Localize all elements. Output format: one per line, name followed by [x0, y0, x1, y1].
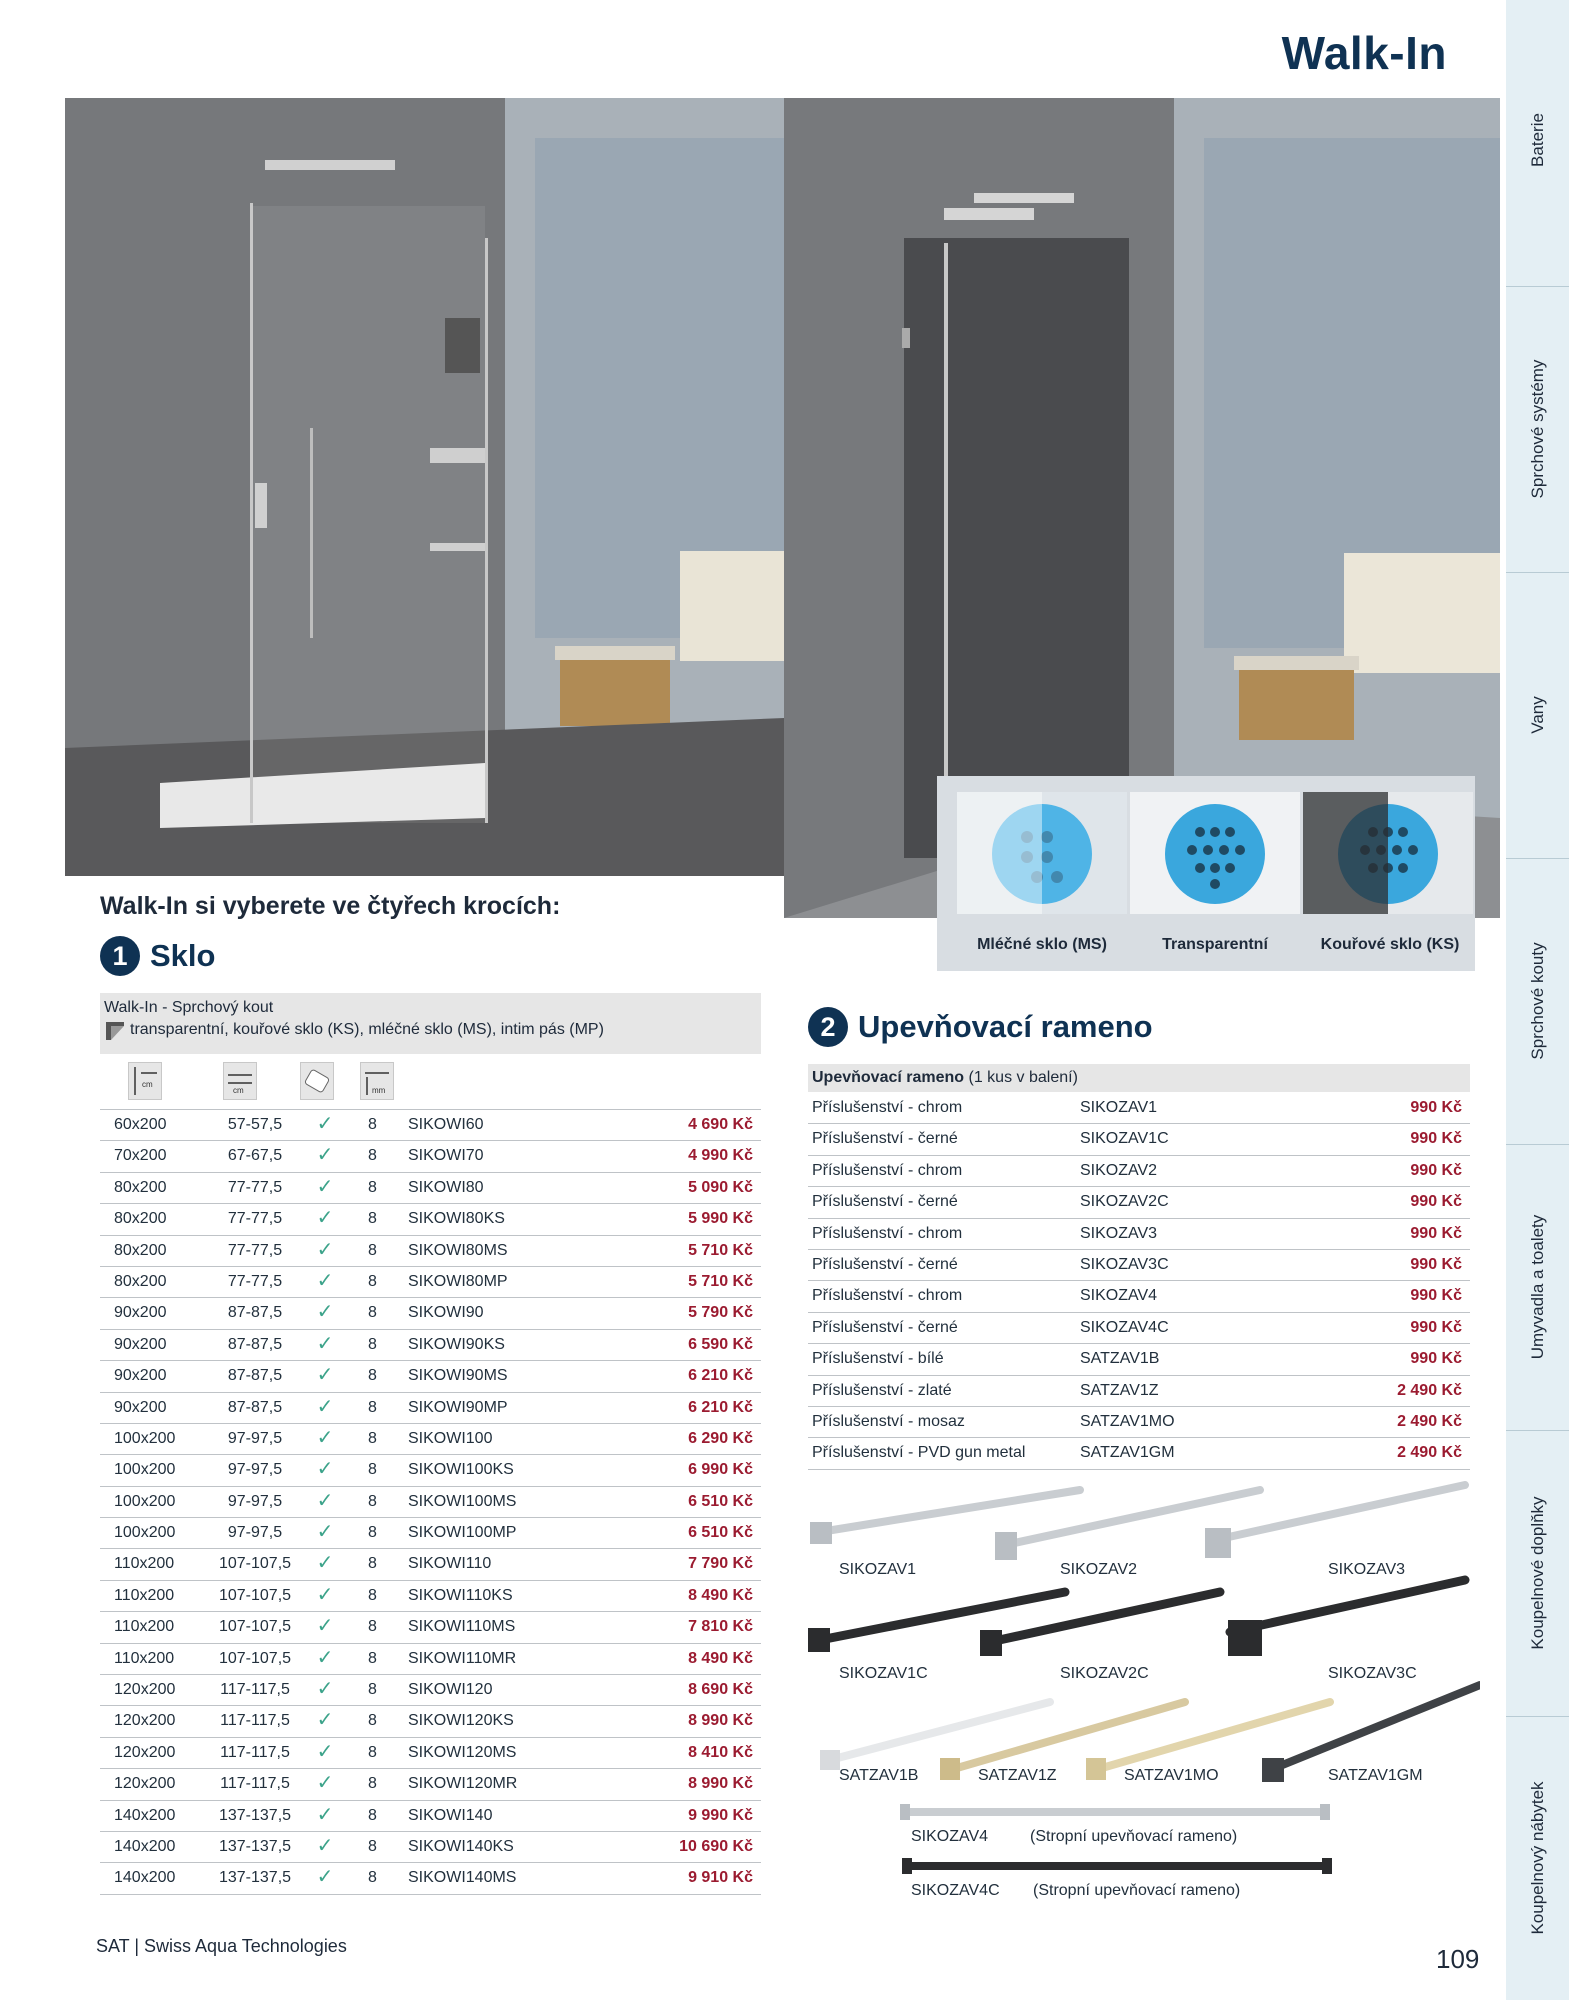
name-cell: Příslušenství - chrom — [812, 1224, 963, 1242]
table-row — [100, 1706, 761, 1737]
table-row — [100, 1487, 761, 1518]
step1-number: 1 — [100, 936, 140, 976]
thickness-cell: 8 — [368, 1586, 377, 1604]
thickness-cell: 8 — [368, 1241, 377, 1259]
range-cell: 137-137,5 — [218, 1806, 292, 1824]
table-row — [100, 1518, 761, 1549]
range-cell: 97-97,5 — [227, 1492, 283, 1510]
thickness-cell: 8 — [368, 1492, 377, 1510]
size-cell: 90x200 — [114, 1398, 167, 1416]
tab-label: Baterie — [1527, 113, 1547, 167]
name-cell: Příslušenství - bílé — [812, 1350, 944, 1368]
table-row — [100, 1863, 761, 1894]
range-cell: 87-87,5 — [227, 1367, 283, 1385]
table-row — [100, 1612, 761, 1643]
size-cell: 100x200 — [114, 1461, 176, 1479]
accessory-label: SATZAV1Z — [978, 1767, 1057, 1784]
code-cell: SIKOWI110MR — [408, 1649, 517, 1667]
thickness-cell: 8 — [368, 1367, 377, 1385]
table-row — [808, 1281, 1470, 1312]
tab-sprchove-kouty[interactable] — [1506, 858, 1569, 1145]
price-cell: 8 410 Kč — [688, 1743, 753, 1761]
code-cell: SIKOWI110MS — [408, 1618, 516, 1636]
check-icon: ✓ — [316, 1834, 334, 1857]
accessory-label: SIKOZAV2C — [1060, 1665, 1149, 1682]
thickness-cell: 8 — [368, 1775, 377, 1793]
price-cell: 2 490 Kč — [1397, 1412, 1462, 1430]
check-icon: ✓ — [316, 1301, 334, 1324]
table-row — [100, 1141, 761, 1172]
code-cell: SIKOWI80MP — [408, 1272, 508, 1290]
check-icon: ✓ — [316, 1238, 334, 1261]
intro-heading: Walk-In si vyberete ve čtyřech krocích: — [100, 892, 561, 920]
code-cell: SIKOZAV4C — [1080, 1318, 1169, 1336]
thickness-cell: 8 — [368, 1524, 377, 1542]
check-icon: ✓ — [316, 1395, 334, 1418]
check-icon: ✓ — [316, 1521, 334, 1544]
glass-coating-icon — [300, 1062, 334, 1100]
arm-sikozav3c-image — [1228, 1580, 1465, 1656]
glass-sample-label-smoked: Kouřové sklo (KS) — [1320, 936, 1460, 953]
range-cell: 107-107,5 — [218, 1586, 292, 1604]
check-icon: ✓ — [316, 1489, 334, 1512]
range-cell: 117-117,5 — [220, 1743, 290, 1761]
code-cell: SIKOWI110 — [408, 1555, 492, 1573]
table-row — [808, 1156, 1470, 1187]
size-cell: 80x200 — [114, 1272, 167, 1290]
glass-table-header — [100, 993, 761, 1054]
size-cell: 120x200 — [114, 1712, 176, 1730]
size-cell: 80x200 — [114, 1241, 167, 1259]
table-row — [100, 1675, 761, 1706]
table-row — [808, 1376, 1470, 1407]
code-cell: SATZAV1Z — [1080, 1381, 1159, 1399]
thickness-cell: 8 — [368, 1304, 377, 1322]
check-icon: ✓ — [316, 1709, 334, 1732]
code-cell: SIKOWI80 — [408, 1178, 484, 1196]
page-number: 109 — [1436, 1944, 1480, 1974]
price-cell: 8 490 Kč — [688, 1649, 753, 1667]
price-cell: 8 990 Kč — [688, 1712, 753, 1730]
code-cell: SIKOWI120 — [408, 1681, 493, 1699]
range-cell: 77-77,5 — [227, 1178, 283, 1196]
arm-sikozav1c-image — [808, 1592, 1065, 1652]
code-cell: SIKOZAV1 — [1080, 1099, 1158, 1116]
range-cell: 77-77,5 — [227, 1210, 283, 1228]
table-row — [808, 1219, 1470, 1250]
table-row — [100, 1549, 761, 1580]
code-cell: SIKOWI70 — [408, 1147, 484, 1165]
code-cell: SIKOZAV2 — [1080, 1161, 1158, 1179]
check-icon: ✓ — [316, 1207, 334, 1230]
tab-koupelnovy-nabytek[interactable] — [1506, 1716, 1569, 2000]
range-cell: 77-77,5 — [227, 1272, 283, 1290]
height-cm-icon — [128, 1062, 162, 1100]
tab-vany[interactable] — [1506, 572, 1569, 859]
arm-sikozav4-image — [900, 1804, 1330, 1820]
price-cell: 7 810 Kč — [688, 1618, 753, 1636]
table-row — [100, 1738, 761, 1769]
price-cell: 5 710 Kč — [688, 1272, 753, 1290]
name-cell: Příslušenství - černé — [812, 1130, 958, 1148]
table-row — [100, 1581, 761, 1612]
price-cell: 990 Kč — [1410, 1224, 1462, 1242]
tab-label: Sprchové kouty — [1527, 942, 1547, 1060]
price-cell: 990 Kč — [1410, 1130, 1462, 1148]
price-cell: 7 790 Kč — [688, 1555, 753, 1573]
name-cell: Příslušenství - černé — [812, 1255, 958, 1273]
range-cell: 77-77,5 — [227, 1241, 283, 1259]
shower-photo-left — [65, 98, 784, 876]
step2-title: Upevňovací rameno — [858, 1009, 1153, 1044]
tab-label: Koupelnové doplňky — [1527, 1496, 1547, 1650]
glass-sample-label-milky: Mléčné sklo (MS) — [977, 936, 1107, 953]
range-cell: 137-137,5 — [218, 1869, 292, 1887]
unit-label: cm — [233, 1086, 244, 1095]
size-cell: 90x200 — [114, 1304, 167, 1322]
code-cell: SIKOZAV3C — [1080, 1255, 1169, 1273]
table-row — [100, 1298, 761, 1329]
code-cell: SATZAV1MO — [1080, 1412, 1175, 1430]
tab-label: Vany — [1527, 696, 1547, 734]
price-cell: 8 490 Kč — [688, 1586, 753, 1604]
table-row — [100, 1204, 761, 1235]
size-cell: 80x200 — [114, 1210, 167, 1228]
thickness-cell: 8 — [368, 1429, 377, 1447]
range-cell: 87-87,5 — [227, 1304, 283, 1322]
check-icon: ✓ — [316, 1426, 334, 1449]
check-icon: ✓ — [316, 1332, 334, 1355]
code-cell: SIKOWI80KS — [408, 1210, 505, 1228]
range-cell: 97-97,5 — [227, 1429, 283, 1447]
code-cell: SIKOWI140MS — [408, 1869, 517, 1887]
price-cell: 5 710 Kč — [688, 1241, 753, 1259]
tab-label: Koupelnový nábytek — [1527, 1781, 1547, 1935]
size-cell: 120x200 — [114, 1681, 176, 1699]
table-row — [808, 1124, 1470, 1155]
code-cell: SIKOWI90MP — [408, 1398, 508, 1416]
code-cell: SATZAV1B — [1080, 1350, 1160, 1368]
size-cell: 60x200 — [114, 1116, 167, 1133]
smoked-glass-sample — [1303, 792, 1473, 914]
tab-baterie[interactable] — [1506, 0, 1569, 287]
thickness-cell: 8 — [368, 1147, 377, 1165]
code-cell: SIKOWI60 — [408, 1116, 484, 1133]
table-row — [100, 1801, 761, 1832]
table-row — [100, 1173, 761, 1204]
name-cell: Příslušenství - chrom — [812, 1161, 963, 1179]
price-cell: 6 510 Kč — [688, 1524, 753, 1542]
glass-table-column-icons — [100, 1062, 761, 1108]
arm-table-title: Upevňovací rameno — [812, 1069, 965, 1086]
glass-sample-label-transparent: Transparentní — [1162, 936, 1268, 953]
check-icon: ✓ — [316, 1615, 334, 1638]
range-cell: 117-117,5 — [220, 1681, 290, 1699]
step1-title: Sklo — [150, 938, 216, 973]
table-row — [100, 1361, 761, 1392]
glass-table-title: Walk-In - Sprchový kout — [104, 999, 274, 1016]
size-cell: 140x200 — [114, 1837, 176, 1855]
thickness-cell: 8 — [368, 1116, 377, 1133]
accessory-label: SATZAV1B — [839, 1767, 919, 1784]
thickness-cell: 8 — [368, 1681, 377, 1699]
range-cell: 87-87,5 — [227, 1398, 283, 1416]
thickness-cell: 8 — [368, 1618, 377, 1636]
price-cell: 9 910 Kč — [688, 1869, 753, 1887]
check-icon: ✓ — [316, 1740, 334, 1763]
code-cell: SIKOZAV3 — [1080, 1224, 1158, 1242]
tab-sprchove-systemy[interactable] — [1506, 286, 1569, 573]
price-cell: 5 990 Kč — [688, 1210, 753, 1228]
name-cell: Příslušenství - černé — [812, 1318, 958, 1336]
tab-umyvadla-a-toalety[interactable] — [1506, 1144, 1569, 1431]
thickness-cell: 8 — [368, 1649, 377, 1667]
code-cell: SIKOWI140KS — [408, 1837, 514, 1855]
glass-samples-panel — [937, 776, 1475, 971]
price-cell: 5 790 Kč — [688, 1304, 753, 1322]
price-cell: 990 Kč — [1410, 1193, 1462, 1211]
range-cell: 117-117,5 — [220, 1775, 290, 1793]
tab-label: Sprchové systémy — [1527, 359, 1547, 499]
milky-glass-sample — [957, 792, 1127, 914]
tab-label: Umyvadla a toalety — [1527, 1214, 1547, 1360]
thickness-cell: 8 — [368, 1555, 377, 1573]
range-cell: 97-97,5 — [227, 1524, 283, 1542]
table-row — [808, 1407, 1470, 1438]
arm-table-note: (1 kus v balení) — [964, 1069, 1078, 1086]
range-cell: 107-107,5 — [218, 1555, 292, 1573]
check-icon: ✓ — [316, 1772, 334, 1795]
table-row — [100, 1644, 761, 1675]
price-cell: 8 690 Kč — [688, 1681, 753, 1699]
accessory-label: SIKOZAV1 — [839, 1561, 917, 1578]
accessory-label: SATZAV1MO — [1124, 1767, 1219, 1784]
code-cell: SATZAV1GM — [1080, 1444, 1175, 1462]
transparent-glass-sample — [1130, 792, 1300, 914]
thickness-cell: 8 — [368, 1272, 377, 1290]
price-cell: 5 090 Kč — [688, 1178, 753, 1196]
width-cm-icon — [223, 1062, 257, 1100]
price-cell: 2 490 Kč — [1397, 1381, 1462, 1399]
thickness-cell: 8 — [368, 1806, 377, 1824]
code-cell: SIKOWI100 — [408, 1429, 493, 1447]
name-cell: Příslušenství - chrom — [812, 1099, 963, 1116]
thickness-cell: 8 — [368, 1461, 377, 1479]
unit-label: cm — [142, 1080, 153, 1089]
code-cell: SIKOWI100MP — [408, 1524, 517, 1542]
check-icon: ✓ — [316, 1678, 334, 1701]
accessory-label: SATZAV1GM — [1328, 1767, 1423, 1784]
table-row — [100, 1236, 761, 1267]
page-title: Walk-In — [1281, 27, 1447, 79]
thickness-cell: 8 — [368, 1210, 377, 1228]
table-row — [100, 1424, 761, 1455]
size-cell: 80x200 — [114, 1178, 167, 1196]
price-cell: 4 990 Kč — [688, 1147, 753, 1165]
price-cell: 2 490 Kč — [1397, 1444, 1462, 1462]
price-cell: 8 990 Kč — [688, 1775, 753, 1793]
size-cell: 110x200 — [114, 1555, 175, 1573]
code-cell: SIKOWI90 — [408, 1304, 484, 1322]
name-cell: Příslušenství - chrom — [812, 1287, 963, 1305]
price-cell: 6 210 Kč — [688, 1398, 753, 1416]
code-cell: SIKOWI80MS — [408, 1241, 508, 1259]
check-icon: ✓ — [316, 1552, 334, 1575]
size-cell: 90x200 — [114, 1367, 167, 1385]
step2-heading — [808, 1007, 1153, 1047]
thickness-cell: 8 — [368, 1335, 377, 1353]
table-row — [100, 1832, 761, 1863]
table-row — [100, 1393, 761, 1424]
table-row — [808, 1093, 1470, 1124]
price-cell: 6 510 Kč — [688, 1492, 753, 1510]
size-cell: 100x200 — [114, 1524, 176, 1542]
check-icon: ✓ — [316, 1803, 334, 1826]
name-cell: Příslušenství - PVD gun metal — [812, 1444, 1026, 1462]
table-row — [808, 1313, 1470, 1344]
code-cell: SIKOWI110KS — [408, 1586, 513, 1604]
code-cell: SIKOWI100KS — [408, 1461, 514, 1479]
code-cell: SIKOWI120MR — [408, 1775, 518, 1793]
price-cell: 990 Kč — [1410, 1161, 1462, 1179]
check-icon: ✓ — [316, 1866, 334, 1889]
check-icon: ✓ — [316, 1113, 334, 1135]
thickness-cell: 8 — [368, 1712, 377, 1730]
table-row — [808, 1438, 1470, 1469]
thickness-cell: 8 — [368, 1743, 377, 1761]
range-cell: 107-107,5 — [218, 1618, 292, 1636]
size-cell: 90x200 — [114, 1335, 167, 1353]
thickness-mm-icon — [360, 1062, 394, 1100]
thickness-cell: 8 — [368, 1869, 377, 1887]
check-icon: ✓ — [316, 1364, 334, 1387]
size-cell: 110x200 — [114, 1649, 175, 1667]
code-cell: SIKOWI120KS — [408, 1712, 514, 1730]
category-sidebar — [1506, 0, 1569, 2000]
code-cell: SIKOWI90KS — [408, 1335, 505, 1353]
step1-heading — [100, 936, 215, 976]
range-cell: 107-107,5 — [218, 1649, 292, 1667]
accessory-label: SIKOZAV2 — [1060, 1561, 1138, 1578]
unit-label: mm — [372, 1086, 386, 1095]
table-row — [100, 1109, 761, 1141]
range-cell: 87-87,5 — [227, 1335, 283, 1353]
price-cell: 4 690 Kč — [688, 1116, 753, 1133]
accessory-label: SIKOZAV1C — [839, 1665, 928, 1682]
range-cell: 117-117,5 — [220, 1712, 290, 1730]
range-cell: 137-137,5 — [218, 1837, 292, 1855]
price-cell: 6 210 Kč — [688, 1367, 753, 1385]
table-row — [808, 1344, 1470, 1375]
footer-brand: SAT | Swiss Aqua Technologies — [96, 1936, 347, 1956]
name-cell: Příslušenství - mosaz — [812, 1412, 965, 1430]
code-cell: SIKOWI120MS — [408, 1743, 517, 1761]
check-icon: ✓ — [316, 1269, 334, 1292]
step2-number: 2 — [808, 1007, 848, 1047]
accessory-label: SIKOZAV3C — [1328, 1665, 1417, 1682]
thickness-cell: 8 — [368, 1398, 377, 1416]
code-cell: SIKOWI90MS — [408, 1367, 508, 1385]
size-cell: 120x200 — [114, 1775, 176, 1793]
code-cell: SIKOWI140 — [408, 1806, 493, 1824]
check-icon: ✓ — [316, 1583, 334, 1606]
arm-table-header — [808, 1064, 1470, 1092]
table-row — [100, 1455, 761, 1486]
price-cell: 6 290 Kč — [688, 1429, 753, 1447]
price-cell: 990 Kč — [1410, 1350, 1462, 1368]
price-cell: 990 Kč — [1410, 1099, 1462, 1116]
check-icon: ✓ — [316, 1458, 334, 1481]
accessory-note: (Stropní upevňovací rameno) — [1030, 1828, 1238, 1845]
table-row — [808, 1250, 1470, 1281]
size-cell: 100x200 — [114, 1492, 176, 1510]
price-cell: 6 990 Kč — [688, 1461, 753, 1479]
check-icon: ✓ — [316, 1646, 334, 1669]
table-row — [100, 1267, 761, 1298]
size-cell: 120x200 — [114, 1743, 176, 1761]
code-cell: SIKOWI100MS — [408, 1492, 517, 1510]
size-cell: 140x200 — [114, 1869, 176, 1887]
price-cell: 990 Kč — [1410, 1255, 1462, 1273]
glass-table — [100, 1109, 761, 1895]
thickness-cell: 8 — [368, 1837, 377, 1855]
check-icon: ✓ — [316, 1175, 334, 1198]
accessory-label: SIKOZAV3 — [1328, 1561, 1406, 1578]
price-cell: 6 590 Kč — [688, 1335, 753, 1353]
range-cell: 67-67,5 — [227, 1147, 283, 1165]
range-cell: 97-97,5 — [227, 1461, 283, 1479]
glass-panel-icon — [106, 1022, 124, 1040]
table-row — [100, 1769, 761, 1800]
glass-table-subtitle: transparentní, kouřové sklo (KS), mléčné sklo (MS), intim pás (MP) — [130, 1021, 604, 1038]
accessory-note: (Stropní upevňovací rameno) — [1033, 1882, 1241, 1899]
arm-table — [808, 1093, 1470, 1470]
code-cell: SIKOZAV1C — [1080, 1130, 1169, 1148]
price-cell: 990 Kč — [1410, 1318, 1462, 1336]
range-cell: 57-57,5 — [227, 1116, 283, 1133]
table-row — [808, 1187, 1470, 1218]
name-cell: Příslušenství - zlaté — [812, 1381, 952, 1399]
table-row — [100, 1330, 761, 1361]
accessory-label: SIKOZAV4 — [911, 1828, 989, 1845]
check-icon: ✓ — [316, 1144, 334, 1167]
size-cell: 110x200 — [114, 1618, 175, 1636]
tab-koupelnove-doplnky[interactable] — [1506, 1430, 1569, 1717]
code-cell: SIKOZAV4 — [1080, 1287, 1158, 1305]
name-cell: Příslušenství - černé — [812, 1193, 958, 1211]
size-cell: 70x200 — [114, 1147, 167, 1165]
size-cell: 100x200 — [114, 1429, 176, 1447]
accessories-illustration — [800, 1470, 1480, 1899]
arm-satzav1b-image — [820, 1702, 1050, 1770]
accessory-label: SIKOZAV4C — [911, 1882, 1000, 1899]
size-cell: 140x200 — [114, 1806, 176, 1824]
size-cell: 110x200 — [114, 1586, 175, 1604]
arm-sikozav4c-image — [902, 1858, 1332, 1874]
price-cell: 10 690 Kč — [679, 1837, 753, 1855]
code-cell: SIKOZAV2C — [1080, 1193, 1169, 1211]
price-cell: 990 Kč — [1410, 1287, 1462, 1305]
price-cell: 9 990 Kč — [688, 1806, 753, 1824]
thickness-cell: 8 — [368, 1178, 377, 1196]
